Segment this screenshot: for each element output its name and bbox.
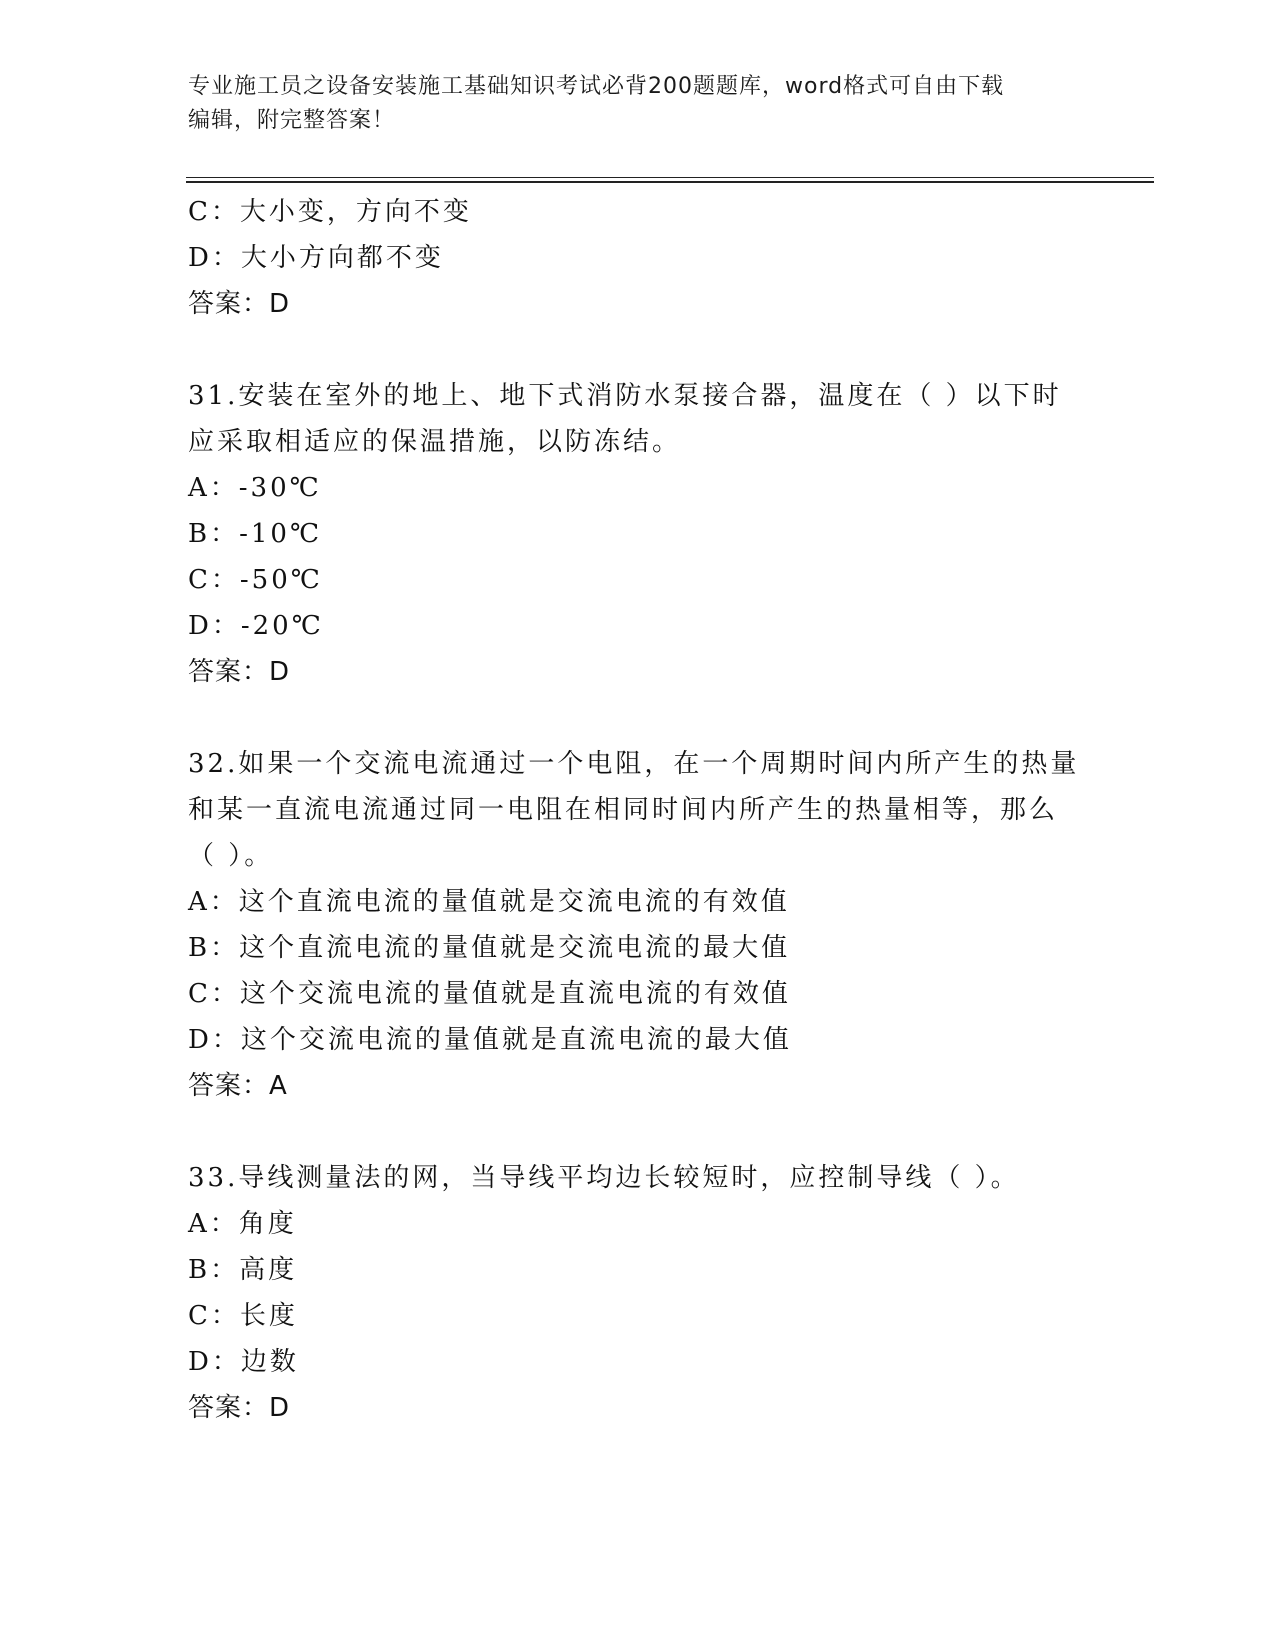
question-stem: 33.导线测量法的网，当导线平均边长较短时，应控制导线（ ）。 bbox=[188, 1163, 1020, 1193]
answer-line: 答案：D bbox=[188, 289, 291, 319]
answer-line: 答案：D bbox=[188, 657, 291, 687]
question-33 bbox=[188, 1155, 1088, 1431]
question-31 bbox=[188, 373, 1088, 695]
option-d: D：边数 bbox=[188, 1347, 299, 1377]
spacer bbox=[188, 695, 1088, 741]
option-a: A：角度 bbox=[188, 1209, 297, 1239]
option-b: B：高度 bbox=[188, 1255, 298, 1285]
question-stem: 应采取相适应的保温措施，以防冻结。 bbox=[188, 427, 682, 457]
header-divider-thick bbox=[186, 181, 1154, 183]
header-title-line-2: 编辑，附完整答案！ bbox=[188, 108, 396, 133]
spacer bbox=[188, 1109, 1088, 1155]
question-32 bbox=[188, 741, 1088, 1109]
option-c: C：这个交流电流的量值就是直流电流的有效值 bbox=[188, 979, 791, 1009]
option-d: D：大小方向都不变 bbox=[188, 243, 444, 273]
question-stem: 32.如果一个交流电流通过一个电阻，在一个周期时间内所产生的热量 bbox=[188, 749, 1080, 779]
option-d: D：-20℃ bbox=[188, 611, 324, 641]
question-stem: 和某一直流电流通过同一电阻在相同时间内所产生的热量相等，那么 bbox=[188, 795, 1059, 825]
option-c: C：长度 bbox=[188, 1301, 298, 1331]
option-b: B：-10℃ bbox=[188, 519, 323, 549]
option-c: C：大小变，方向不变 bbox=[188, 197, 472, 227]
option-b: B：这个直流电流的量值就是交流电流的最大值 bbox=[188, 933, 791, 963]
question-stem: （ ）。 bbox=[188, 841, 274, 871]
question-list bbox=[188, 189, 1088, 1431]
answer-line: 答案：A bbox=[188, 1071, 288, 1101]
option-a: A：-30℃ bbox=[188, 473, 322, 503]
header-title-line-1: 专业施工员之设备安装施工基础知识考试必背200题题库，word格式可自由下载 bbox=[188, 74, 1005, 99]
option-d: D：这个交流电流的量值就是直流电流的最大值 bbox=[188, 1025, 792, 1055]
option-a: A：这个直流电流的量值就是交流电流的有效值 bbox=[188, 887, 790, 917]
spacer bbox=[188, 327, 1088, 373]
question-30-continued bbox=[188, 189, 1088, 327]
answer-line: 答案：D bbox=[188, 1393, 291, 1423]
header-divider-thin bbox=[186, 177, 1154, 178]
question-stem: 31.安装在室外的地上、地下式消防水泵接合器，温度在（ ）以下时 bbox=[188, 381, 1062, 411]
option-c: C：-50℃ bbox=[188, 565, 323, 595]
document-header bbox=[188, 70, 1088, 138]
